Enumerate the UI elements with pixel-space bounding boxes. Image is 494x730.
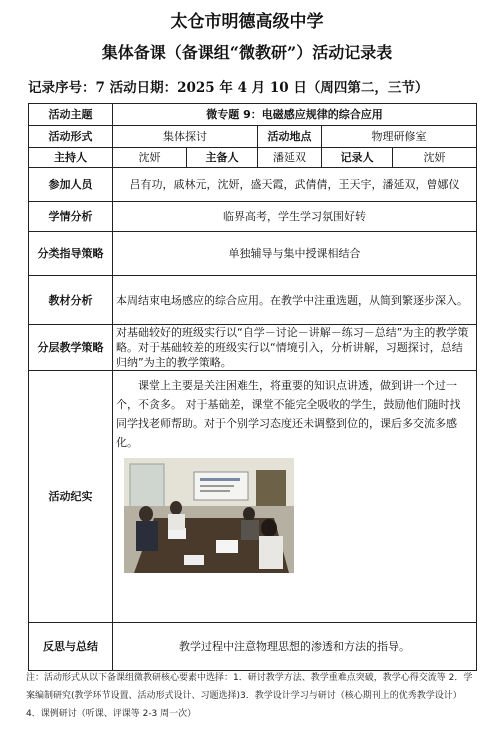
row-student-analysis <box>29 202 477 232</box>
row-form <box>29 126 477 148</box>
value-student-analysis: 临界高考，学生学习氛围好转 <box>113 202 477 232</box>
label-reflection: 反思与总结 <box>29 623 113 671</box>
footnote: 注：活动形式从以下备课组微教研核心要素中选择：1．研讨教学方法、教学重难点突破，教学心得交流等 2．学案编制研究(教学环节设置、活动形式设计、习题选择)3．教学设计学习与研讨（核心期刊上的优秀教学设计）4．课例研讨（听课、评课等 2-3 周一次） <box>26 673 473 719</box>
record-line: 记录序号：7 活动日期：2025 年 4 月 10 日（周四第二，三节） <box>28 80 429 96</box>
label-place: 活动地点 <box>258 126 322 148</box>
record-table <box>28 103 477 671</box>
label-theme: 活动主题 <box>29 104 113 126</box>
school-title: 太仓市明德高级中学 <box>170 12 324 32</box>
label-host: 主持人 <box>29 148 113 168</box>
row-participants <box>29 168 477 202</box>
value-participants: 吕有功，戚林元，沈妍，盛天霞，武倩倩，王天宇，潘延双，曾娜仪 <box>113 168 477 202</box>
label-category-guidance: 分类指导策略 <box>29 232 113 276</box>
value-tiered-teaching: 对基础较好的班级实行以“自学－讨论－讲解－练习－总结”为主的教学策略。对于基础较差的班级实行以“情境引入，分析讲解，习题探讨，总结归纳”为主的教学策略。 <box>113 325 477 371</box>
row-material-analysis <box>29 276 477 325</box>
label-recorder: 记录人 <box>322 148 393 168</box>
row-people <box>29 148 477 168</box>
value-host: 沈妍 <box>113 148 187 168</box>
row-tiered-teaching <box>29 325 477 371</box>
row-activity-record <box>29 371 477 623</box>
row-reflection <box>29 623 477 671</box>
label-participants: 参加人员 <box>29 168 113 202</box>
label-lead-prep: 主备人 <box>187 148 258 168</box>
form-title: 集体备课（备课组“微教研”）活动记录表 <box>101 43 393 62</box>
value-form: 集体探讨 <box>113 126 258 148</box>
label-material-analysis: 教材分析 <box>29 276 113 325</box>
meeting-photo <box>124 458 294 573</box>
label-activity-record: 活动纪实 <box>29 371 113 623</box>
value-activity-record: 课堂上主要是关注困难生，将重要的知识点讲透，做到讲一个过一个，不贪多。 对于基础差，课堂不能完全吸收的学生，鼓励他们随时找同学找老师帮助。对于个别学习态度还未调整到位的，课后多交流多感化。 <box>116 379 461 449</box>
value-theme: 微专题 9：电磁感应规律的综合应用 <box>113 104 477 126</box>
value-place: 物理研修室 <box>322 126 477 148</box>
label-student-analysis: 学情分析 <box>29 202 113 232</box>
row-category-guidance <box>29 232 477 276</box>
label-form: 活动形式 <box>29 126 113 148</box>
row-theme <box>29 104 477 126</box>
value-material-analysis: 本周结束电场感应的综合应用。在教学中注重选题，从简到繁逐步深入。 <box>113 276 477 325</box>
label-tiered-teaching: 分层教学策略 <box>29 325 113 371</box>
value-lead-prep: 潘延双 <box>258 148 322 168</box>
value-category-guidance: 单独辅导与集中授课相结合 <box>113 232 477 276</box>
value-reflection: 教学过程中注意物理思想的渗透和方法的指导。 <box>113 623 477 671</box>
value-recorder: 沈妍 <box>393 148 477 168</box>
